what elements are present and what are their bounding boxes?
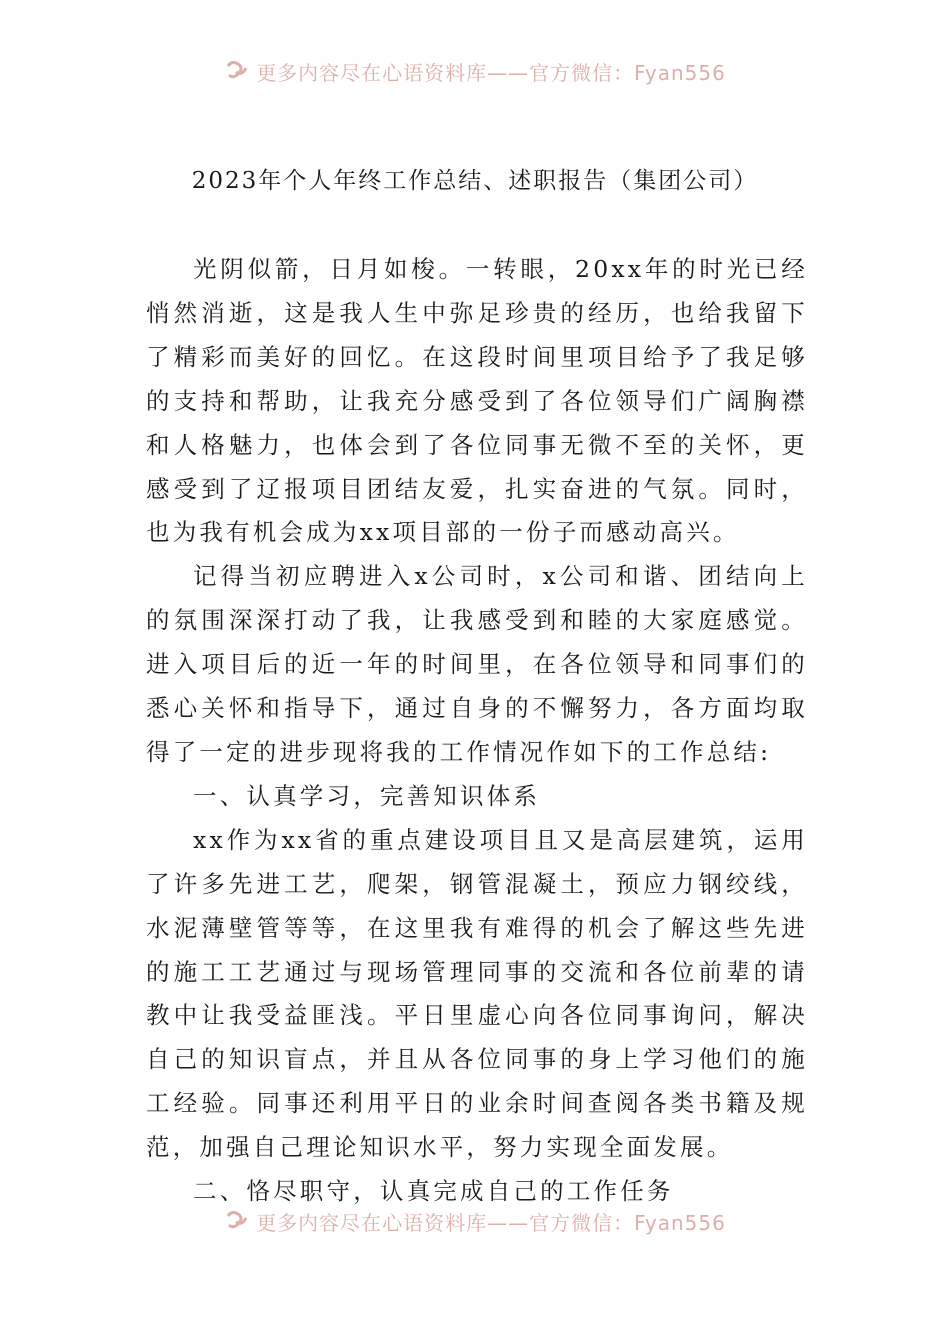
paragraph-intro: 光阴似箭，日月如梭。一转眼，20xx年的时光已经悄然消逝，这是我人生中弥足珍贵的经历，也给我留下了精彩而美好的回忆。在这段时间里项目给予了我足够的支持和帮助，让我充分感受到了各位领导们广阔胸襟和人格魅力，也体会到了各位同事无微不至的关怀，更感受到了辽报项目团结友爱，扎实奋进的气氛。同时，也为我有机会成为xx项目部的一份子而感动高兴。 bbox=[146, 255, 808, 547]
paragraph-joining: 记得当初应聘进入x公司时，x公司和谐、团结向上的氛围深深打动了我，让我感受到和睦的大家庭感觉。进入项目后的近一年的时间里，在各位领导和同事们的悉心关怀和指导下，通过自身的不懈努力，各方面均取得了一定的进步现将我的工作情况作如下的工作总结: bbox=[146, 562, 808, 766]
brand-logo-icon bbox=[224, 1208, 250, 1234]
section-heading-1: 一、认真学习，完善知识体系 bbox=[193, 781, 541, 810]
document-title: 2023年个人年终工作总结、述职报告（集团公司） bbox=[191, 168, 759, 194]
watermark-text: 更多内容尽在心语资料库——官方微信：Fyan556 bbox=[256, 60, 726, 85]
header-watermark bbox=[0, 56, 950, 86]
section-heading-2: 二、恪尽职守，认真完成自己的工作任务 bbox=[193, 1177, 674, 1206]
document-body bbox=[146, 248, 808, 1214]
footer-watermark bbox=[0, 1206, 950, 1236]
paragraph-learning: xx作为xx省的重点建设项目且又是高层建筑，运用了许多先进工艺，爬架，钢管混凝土，预应力钢绞线，水泥薄壁管等等，在这里我有难得的机会了解这些先进的施工工艺通过与现场管理同事的交流和各位前辈的请教中让我受益匪浅。平日里虚心向各位同事询问，解决自己的知识盲点，并且从各位同事的身上学习他们的施工经验。同事还利用平日的业余时间查阅各类书籍及规范，加强自己理论知识水平，努力实现全面发展。 bbox=[146, 825, 808, 1162]
watermark-text: 更多内容尽在心语资料库——官方微信：Fyan556 bbox=[256, 1210, 726, 1235]
brand-logo-icon bbox=[224, 58, 250, 84]
